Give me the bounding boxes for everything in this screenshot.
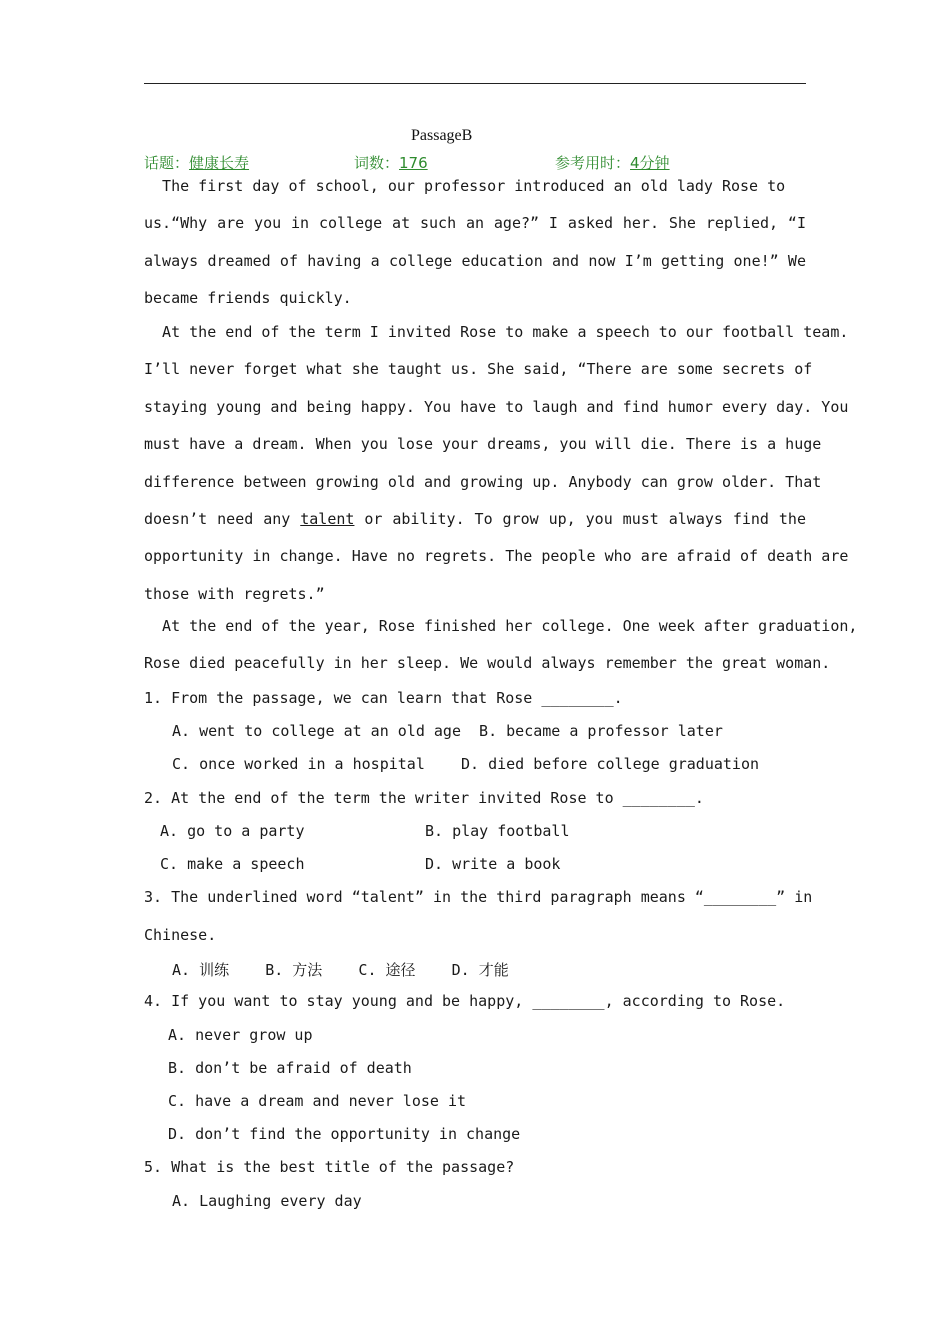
question-5-option-a: A. Laughing every day <box>172 1192 362 1210</box>
question-4-option-b: B. don’t be afraid of death <box>168 1059 412 1077</box>
question-1: 1. From the passage, we can learn that Rose ________. <box>144 689 623 707</box>
question-2: 2. At the end of the term the writer invited Rose to ________. <box>144 789 704 807</box>
question-2-option-d: D. write a book <box>425 855 561 873</box>
question-4: 4. If you want to stay young and be happy, ________, according to Rose. <box>144 992 786 1010</box>
p1-line-3: always dreamed of having a college education and now I’m getting one!” We <box>144 251 806 270</box>
top-rule <box>144 83 806 84</box>
passage-title: PassageB <box>411 127 473 144</box>
p2-line-6 <box>144 501 806 538</box>
question-2-option-b: B. play football <box>425 822 570 840</box>
p2-line-7: opportunity in change. Have no regrets. The people who are afraid of death are <box>144 547 849 566</box>
topic-label: 话题： <box>144 154 190 172</box>
p2-line-5: difference between growing old and growing up. Anybody can grow older. That <box>144 472 822 491</box>
p1-line-4: became friends quickly. <box>144 289 352 308</box>
word-count-label: 词数： <box>354 154 400 172</box>
p2-line-2: I’ll never forget what she taught us. She said, “There are some secrets of <box>144 360 813 379</box>
paragraph-3 <box>144 608 858 683</box>
underlined-word-talent: talent <box>300 509 355 528</box>
time-value: 4分钟 <box>630 154 670 172</box>
question-1-options-ab: A. went to college at an old age B. became a professor later <box>172 722 723 740</box>
paragraph-2 <box>144 314 849 613</box>
p2-line-4: must have a dream. When you lose your dreams, you will die. There is a huge <box>144 435 822 454</box>
question-2-option-c: C. make a speech <box>160 855 305 873</box>
word-count-value: 176 <box>399 154 428 172</box>
question-4-option-d: D. don’t find the opportunity in change <box>168 1125 521 1143</box>
question-3-continued: Chinese. <box>144 926 217 944</box>
question-1-options-cd: C. once worked in a hospital D. died before college graduation <box>172 755 759 773</box>
p2-line-6-post: or ability. To grow up, you must always find the <box>354 509 806 528</box>
question-3: 3. The underlined word “talent” in the third paragraph means “________” in <box>144 888 813 906</box>
p3-line-1: At the end of the year, Rose finished her college. One week after graduation, <box>144 617 858 635</box>
p3-line-2: Rose died peacefully in her sleep. We would always remember the great woman. <box>144 654 831 673</box>
p2-line-3: staying young and being happy. You have to laugh and find humor every day. You <box>144 397 849 416</box>
p2-line-8: those with regrets.” <box>144 584 325 603</box>
question-4-option-a: A. never grow up <box>168 1026 313 1044</box>
topic-value: 健康长寿 <box>189 154 250 172</box>
p2-line-6-pre: doesn’t need any <box>144 509 301 528</box>
paragraph-1 <box>144 168 806 318</box>
question-3-options: A. 训练 B. 方法 C. 途径 D. 才能 <box>172 961 509 979</box>
question-2-option-a: A. go to a party <box>160 822 305 840</box>
p1-line-1: The first day of school, our professor introduced an old lady Rose to <box>144 177 786 195</box>
question-4-option-c: C. have a dream and never lose it <box>168 1092 467 1110</box>
p1-line-2: us.“Why are you in college at such an age?” I asked her. She replied, “I <box>144 214 806 233</box>
p2-line-1: At the end of the term I invited Rose to make a speech to our football team. <box>144 323 849 341</box>
question-5: 5. What is the best title of the passage? <box>144 1158 515 1176</box>
time-label: 参考用时： <box>555 154 631 172</box>
